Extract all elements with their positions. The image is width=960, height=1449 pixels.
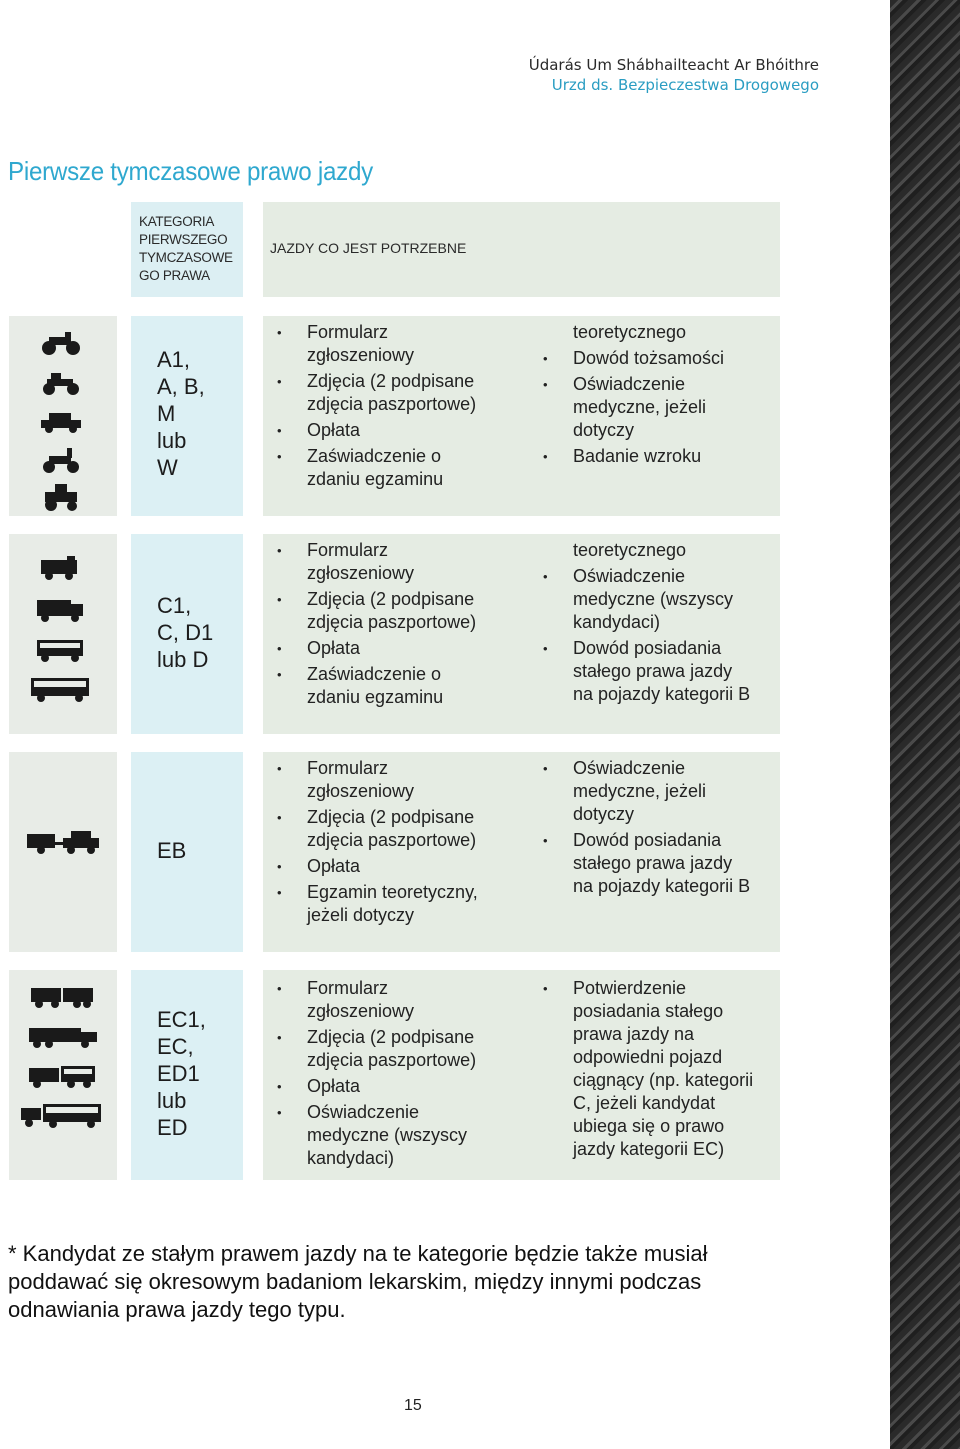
footnote: * Kandydat ze stałym prawem jazdy na te kategorie będzie także musiał poddawać się okresowym badaniom lekarskim, między innymi podczas odnawiania prawa jazdy tego typu. <box>8 1241 708 1322</box>
category-line: ED1 <box>157 1061 200 1086</box>
category-line: EB <box>157 838 187 863</box>
list-item: • Badanie wzroku <box>573 445 773 468</box>
list-item: • Egzamin teoretyczny, jeżeli dotyczy <box>307 881 517 927</box>
page-title: Pierwsze tymczasowe prawo jazdy <box>8 156 373 186</box>
category-line: A, B, <box>157 374 205 399</box>
requirements-list <box>573 321 773 468</box>
list-item: • Zdjęcia (2 podpisane zdjęcia paszportowe) <box>307 806 517 852</box>
category-line: W <box>157 455 178 480</box>
list-item: • Potwierdzenie posiadania stałego prawa jazdy na odpowiedni pojazd ciągnący (np. kategorii C, jeżeli kandydat ubiega się o prawo jazdy kategorii EC) <box>573 977 773 1161</box>
page-number: 15 <box>404 1397 422 1414</box>
list-item: • Dowód tożsamości <box>573 347 773 370</box>
header-category-label: KATEGORIA PIERWSZEGO TYMCZASOWE GO PRAWA <box>139 214 233 283</box>
van-with-trailer-icon <box>29 984 95 1010</box>
category-line: M <box>157 401 176 426</box>
row-2-requirements <box>263 534 780 734</box>
row-2-category <box>131 534 243 734</box>
row-3-icons <box>9 752 117 952</box>
list-item: • Formularz zgłoszeniowy <box>307 757 517 803</box>
bus-icon <box>29 674 91 704</box>
header-category <box>131 202 243 297</box>
header-requirements <box>263 202 780 297</box>
row-4-category <box>131 970 243 1180</box>
requirements-list <box>307 757 517 927</box>
van-icon <box>39 554 79 582</box>
truck-icon <box>35 596 85 624</box>
row-1-icons <box>9 316 117 516</box>
list-item: • Dowód posiadania stałego prawa jazdy na pojazdy kategorii B <box>573 637 773 706</box>
category-line: lub D <box>157 647 209 672</box>
list-item: • Zdjęcia (2 podpisane zdjęcia paszportowe) <box>307 1026 517 1072</box>
car-with-trailer-icon <box>25 828 101 856</box>
car-icon <box>39 410 83 434</box>
row-3-requirements <box>263 752 780 952</box>
list-item: • Oświadczenie medyczne (wszyscy kandydaci) <box>573 565 773 634</box>
org-name-polish: Urzd ds. Bezpieczestwa Drogowego <box>551 76 819 94</box>
row-2-icons <box>9 534 117 734</box>
requirements-list <box>573 539 773 706</box>
minibus-icon <box>35 636 85 664</box>
list-item: • Formularz zgłoszeniowy <box>307 977 517 1023</box>
org-name-irish: Údarás Um Shábhailteacht Ar Bhóithre <box>528 56 819 74</box>
row-4-requirements <box>263 970 780 1180</box>
category-line: EC1, <box>157 1007 206 1032</box>
list-item: teoretycznego <box>573 322 687 342</box>
row-3-category <box>131 752 243 952</box>
list-item: • Zaświadczenie o zdaniu egzaminu <box>307 663 517 709</box>
header-requirements-label: JAZDY CO JEST POTRZEBNE <box>270 240 467 256</box>
requirements-list <box>307 977 517 1170</box>
list-item: • Zdjęcia (2 podpisane zdjęcia paszportowe) <box>307 370 517 416</box>
category-line: ED <box>157 1115 188 1140</box>
list-item: • Dowód posiadania stałego prawa jazdy na pojazdy kategorii B <box>573 829 773 898</box>
list-item: • Zdjęcia (2 podpisane zdjęcia paszportowe) <box>307 588 517 634</box>
category-line: lub <box>157 1088 187 1113</box>
motorcycle-icon <box>41 330 81 356</box>
truck-with-trailer-icon <box>27 1022 99 1050</box>
list-item: • Zaświadczenie o zdaniu egzaminu <box>307 445 517 491</box>
decorative-stripe <box>890 0 960 1449</box>
requirements-list <box>573 977 773 1161</box>
list-item: teoretycznego <box>573 540 687 560</box>
row-4-icons <box>9 970 117 1180</box>
category-line: C, D1 <box>157 620 214 645</box>
requirements-list <box>307 539 517 709</box>
category-line: C1, <box>157 593 192 618</box>
list-item: • Opłata <box>307 419 517 442</box>
list-item: • Oświadczenie medyczne, jeżeli dotyczy <box>573 373 773 442</box>
category-line: lub <box>157 428 187 453</box>
list-item: • Oświadczenie medyczne, jeżeli dotyczy <box>573 757 773 826</box>
list-item: • Oświadczenie medyczne (wszyscy kandydaci) <box>307 1101 517 1170</box>
requirements-list <box>573 757 773 898</box>
row-1-category <box>131 316 243 516</box>
category-line: EC, <box>157 1034 194 1059</box>
category-line: A1, <box>157 347 191 372</box>
list-item: • Opłata <box>307 637 517 660</box>
list-item: • Opłata <box>307 855 517 878</box>
bus-with-trailer-icon <box>19 1100 103 1130</box>
moped-icon <box>41 370 81 396</box>
list-item: • Opłata <box>307 1075 517 1098</box>
requirements-list <box>307 321 517 491</box>
row-1-requirements <box>263 316 780 516</box>
tractor-icon <box>41 482 81 512</box>
list-item: • Formularz zgłoszeniowy <box>307 539 517 585</box>
minibus-with-trailer-icon <box>27 1062 97 1090</box>
list-item: • Formularz zgłoszeniowy <box>307 321 517 367</box>
organization-name <box>529 55 819 95</box>
scooter-icon <box>41 446 81 474</box>
